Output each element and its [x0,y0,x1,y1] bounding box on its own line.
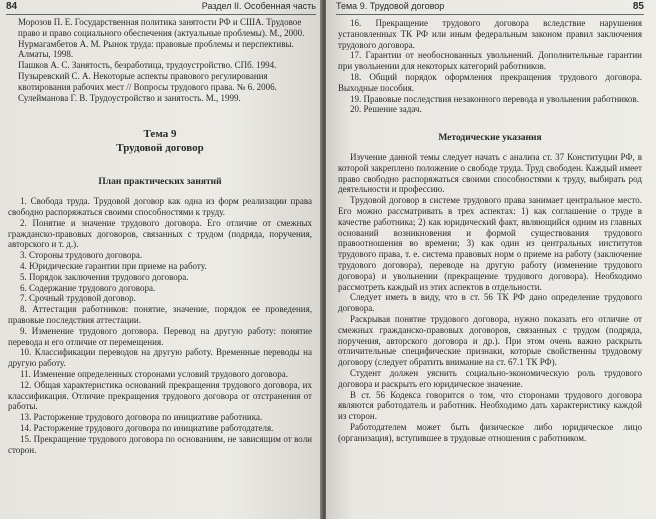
paragraph: Изучение данной темы следует начать с анализа ст. 37 Конституции РФ, в которой закреплено положение о свободе труда. Труд свободен. Каждый имеет право свободно распоряжаться своими способностями к труду, выбирать род деятельности и профессию. [338,151,642,195]
plan-item: 13. Расторжение трудового договора по инициативе работника. [20,412,263,423]
plan-item: 4. Юридические гарантии при приеме на работу. [20,260,207,271]
plan-item: 2. Понятие и значение трудового договора. Его отличие от смежных гражданско-правовых договоров, связанных с трудом (подряда, поручения, авторского и т. д.). [8,217,312,250]
plan-item: 18. Общий порядок оформления прекращения трудового договора. Выходные пособия. [338,71,642,93]
right-page-body [338,18,642,443]
reference-item: Нурмагамбетов А. М. Рынок труда: правовые проблемы и перспективы. Алматы, 1998. [18,38,294,60]
plan-item: 3. Стороны трудового договора. [20,250,143,261]
plan-item: 8. Аттестация работников: понятие, значение, порядок ее проведения, правовые последствия аттестации. [8,304,312,325]
paragraph: Студент должен уяснить социально-экономическую роль трудового договора и раскрыть его юридическое значение. [338,367,642,389]
plan-item: 11. Изменение определенных сторонами условий трудового договора. [20,368,288,379]
methodical-heading: Методические указания [438,133,542,144]
paragraph: Следует иметь в виду, что в ст. 56 ТК РФ дано определение трудового договора. [338,292,642,314]
plan-item: 15. Прекращение трудового договора по основаниям, не зависящим от воли сторон. [8,433,312,455]
plan-item: 16. Прекращение трудового договора вследствие нарушения установленных ТК РФ или иным федеральным законом правил заключения трудового договора. [338,18,642,50]
left-page-header [6,0,316,15]
right-page-number: 85 [632,1,644,12]
plan-item: 10. Классификации переводов на другую работу. Временные переводы на другую работу. [8,347,312,369]
reference-item: Сулейманова Г. В. Трудоустройство и занятость. М., 1999. [18,92,241,103]
plan-item: 14. Расторжение трудового договора по инициативе работодателя. [20,422,274,433]
left-page-number: 84 [6,1,18,12]
reference-item: Пузыревский С. А. Некоторые аспекты правового регулирования квотирования рабочих мест // Вопросы трудового права. № 6. 2006. [18,70,277,92]
plan-item: 6. Содержание трудового договора. [20,282,156,293]
plan-item: 17. Гарантии от необоснованных увольнений. Дополнительные гарантии при увольнении для некоторых категорий работников. [338,50,642,72]
plan-item: 9. Изменение трудового договора. Перевод на другую работу: понятие перевода и его отличие от перемещения. [8,325,312,347]
topic-title: Трудовой договор [116,142,204,155]
right-page [326,0,656,519]
paragraph: Работодателем может быть физическое либо юридическое лицо (организация), вступившее в трудовые отношения с работником. [338,421,642,443]
plan-item: 5. Порядок заключения трудового договора. [20,271,189,282]
paragraph: В ст. 56 Кодекса говорится о том, что сторонами трудового договора являются работодатель и работник. Необходимо дать характеристику каждой из сторон. [338,389,642,422]
topic-number: Тема 9 [143,128,177,141]
plan-item: 19. Правовые последствия незаконного перевода и увольнения работников. [350,93,639,104]
right-running-head: Тема 9. Трудовой договор [336,1,445,11]
plan-heading: План практических занятий [98,177,222,188]
plan-item: 20. Решение задач. [350,104,422,115]
plan-item: 7. Срочный трудовой договор. [20,293,136,304]
left-running-head: Раздел II. Особенная часть [201,1,316,11]
reference-item: Морозов П. Е. Государственная политика занятости РФ и США. Трудовое право и право социального обеспечения (актуальные проблемы). М., 2000. [18,17,305,38]
left-page-body [8,17,312,455]
right-page-header [336,0,644,15]
left-page [0,0,322,519]
plan-item: 12. Общая характеристика оснований прекращения трудового договора, их классификация. Отличие прекращения трудового договора от отстранения от работы. [8,379,312,412]
paragraph: Раскрывая понятие трудового договора, нужно показать его отличие от смежных гражданско-правовых договоров, связанных с трудом (подряда, поручения, авторского договора и др.). При этом очень важно раскрыть отличительные специфические признаки, которые свойственны трудовому договору (следует обратить внимание на ст. 67.1 ТК РФ). [338,313,642,368]
reference-item: Пашков А. С. Занятость, безработица, трудоустройство. СПб. 1994. [18,60,277,71]
plan-item: 1. Свобода труда. Трудовой договор как одна из форм реализации права свободно распоряжаться своими способностями к труду. [8,196,312,217]
paragraph: Трудовой договор в системе трудового права занимает центральное место. Его можно рассматривать в трех аспектах: 1) как соглашение о труде в качестве работника; 2) как юридический факт, являющийся одним из главных оснований возникновения и формой существования трудового правоотношения во времени; 3) как один из центральных институтов трудового права, т. е. система правовых норм о приеме на работу (заключение трудового договора), переводе на другую работу (изменение трудового договора) и увольнении (прекращение трудового договора). Необходимо рассмотреть каждый из этих аспектов в отдельности. [338,195,642,292]
